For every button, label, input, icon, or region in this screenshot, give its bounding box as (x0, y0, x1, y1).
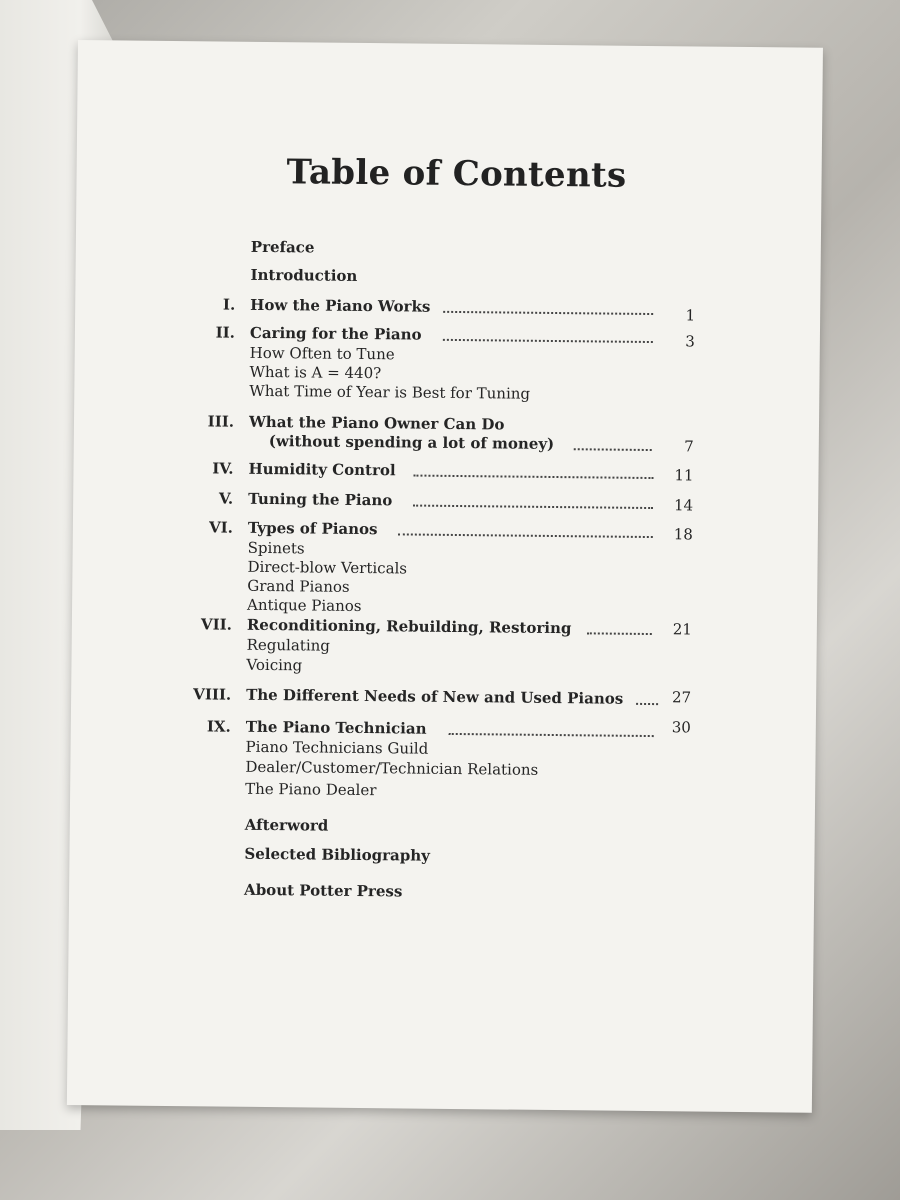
toc-subentry: Voicing (246, 655, 303, 675)
toc-subentry: What is A = 440? (249, 362, 382, 383)
toc-subentry: Piano Technicians Guild (245, 737, 429, 758)
toc-chapter-4 (184, 459, 704, 485)
chapter-number: IV. (212, 459, 234, 478)
leader-dots (443, 339, 653, 343)
leader-dots (574, 448, 652, 451)
chapter-number: VI. (208, 518, 233, 537)
page-number: 1 (685, 306, 696, 325)
book-page (67, 40, 823, 1113)
toc-label: Afterword (244, 815, 329, 835)
chapter-title: How the Piano Works (250, 295, 431, 316)
toc-subentry: Spinets (247, 538, 305, 558)
toc-front-introduction (186, 265, 706, 285)
chapter-title: The Piano Technician (245, 717, 427, 738)
leader-dots (443, 311, 653, 315)
page-title: Table of Contents (286, 152, 627, 196)
toc-front-preface (186, 237, 706, 257)
toc-subentry: What Time of Year is Best for Tuning (249, 381, 531, 403)
chapter-number: V. (218, 489, 234, 508)
page-number: 7 (684, 437, 694, 456)
toc-subentry: How Often to Tune (249, 343, 395, 364)
chapter-number: III. (207, 412, 235, 431)
leader-dots (398, 533, 653, 538)
toc-subentry: Direct-blow Verticals (247, 557, 408, 578)
chapter-number: I. (222, 295, 236, 314)
toc-chapter-9 (181, 717, 701, 800)
chapter-number: IX. (206, 717, 231, 736)
toc-chapter-7 (182, 615, 702, 675)
page-number: 14 (673, 496, 694, 515)
page-number: 3 (685, 332, 695, 351)
leader-dots (636, 703, 658, 705)
toc-back-afterword (180, 815, 700, 835)
toc-chapter-2 (185, 323, 705, 403)
page-number: 21 (672, 620, 692, 639)
toc-chapter-8 (181, 685, 701, 708)
chapter-title: Tuning the Piano (248, 489, 393, 510)
toc-subentry: Antique Pianos (247, 595, 362, 615)
toc-label: Preface (250, 237, 315, 257)
toc-back-bibliography (180, 844, 700, 865)
toc-subentry: The Piano Dealer (245, 779, 377, 800)
toc-back-about (179, 880, 699, 901)
chapter-title: Caring for the Piano (249, 323, 422, 344)
toc-subentry: Dealer/Customer/Technician Relations (245, 757, 539, 779)
leader-dots (413, 505, 653, 510)
toc-chapter-1 (185, 295, 705, 325)
page-number: 27 (671, 688, 692, 707)
chapter-title-continued: (without spending a lot of money) (268, 432, 555, 454)
toc-chapter-6 (183, 518, 703, 615)
chapter-title: What the Piano Owner Can Do (248, 412, 505, 434)
leader-dots (587, 632, 652, 635)
page-number: 30 (671, 718, 691, 737)
toc-chapter-5 (183, 489, 703, 515)
toc-list (186, 237, 706, 901)
chapter-title: Types of Pianos (247, 518, 378, 539)
toc-label: Selected Bibliography (244, 844, 430, 865)
chapter-number: VII. (200, 615, 232, 634)
leader-dots (449, 733, 654, 737)
toc-subentry: Grand Pianos (247, 576, 350, 596)
toc-chapter-3 (184, 412, 704, 456)
chapter-title: The Different Needs of New and Used Pianos (246, 685, 624, 708)
chapter-number: VIII. (193, 685, 232, 704)
toc-label: About Potter Press (244, 880, 403, 901)
leader-dots (413, 475, 653, 480)
toc-subentry: Regulating (246, 635, 331, 655)
chapter-number: II. (215, 323, 236, 342)
page-number: 11 (674, 466, 694, 485)
page-number: 18 (673, 525, 693, 544)
chapter-title: Humidity Control (248, 459, 396, 480)
toc-label: Introduction (250, 265, 358, 285)
chapter-title: Reconditioning, Rebuilding, Restoring (246, 615, 572, 638)
